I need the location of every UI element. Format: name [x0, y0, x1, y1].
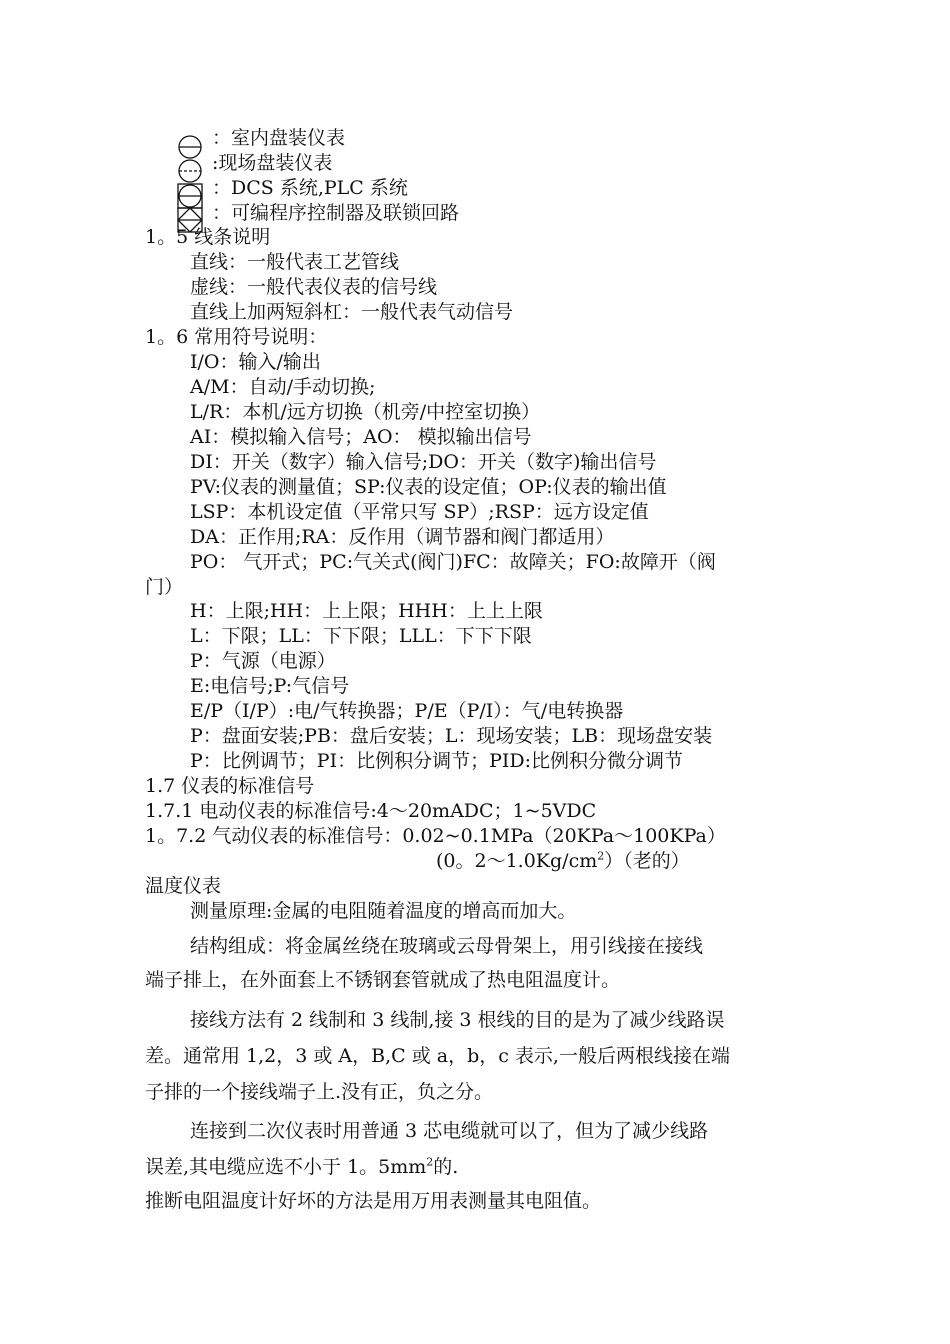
paragraph-line: 测量原理:金属的电阻随着温度的增高而加大。	[190, 900, 577, 922]
list-item-wrap: 门）	[145, 576, 184, 598]
list-item: PV:仪表的测量值；SP:仪表的设定值；OP:仪表的输出值	[190, 476, 667, 498]
list-item: PO： 气开式；PC:气关式(阀门)FC：故障关；FO:故障开（阀	[190, 551, 716, 573]
list-item: 虚线：一般代表仪表的信号线	[190, 276, 438, 298]
circle-dash-icon	[174, 158, 206, 184]
legend-text: :现场盘装仪表	[212, 152, 333, 174]
list-item: L/R：本机/远方切换（机旁/中控室切换）	[190, 401, 541, 423]
paragraph-line: 结构组成：将金属丝绕在玻璃或云母骨架上，用引线接在接线	[190, 935, 704, 957]
list-item: L：下限；LL：下下限；LLL：下下下限	[190, 625, 532, 647]
body-line: 1。7.2 气动仪表的标准信号：0.02~0.1MPa（20KPa～100KPa）	[145, 825, 726, 847]
paragraph-line: 接线方法有 2 线制和 3 线制,接 3 根线的目的是为了减少线路误	[190, 1009, 725, 1031]
section-heading: 1。6 常用符号说明：	[145, 326, 328, 348]
paragraph-line: 推断电阻温度计好坏的方法是用万用表测量其电阻值。	[145, 1190, 602, 1212]
list-item: P：比例调节；PI：比例积分调节；PID:比例积分微分调节	[190, 750, 683, 772]
circle-line-icon	[174, 134, 206, 160]
paragraph-line: 差。通常用 1,2，3 或 A，B,C 或 a，b，c 表示,一般后两根线接在端	[145, 1045, 730, 1067]
list-item: P：气源（电源）	[190, 650, 336, 672]
paragraph-line: 子排的一个接线端子上.没有正，负之分。	[145, 1081, 494, 1103]
list-item: LSP：本机设定值（平常只写 SP）;RSP：远方设定值	[190, 501, 649, 523]
list-item: P：盘面安装;PB：盘后安装；L：现场安装；LB：现场盘安装	[190, 725, 713, 747]
list-item: AI：模拟输入信号；AO： 模拟输出信号	[190, 426, 532, 448]
legend-text: ：DCS 系统,PLC 系统	[212, 177, 408, 199]
section-heading: 1.7 仪表的标准信号	[145, 775, 315, 797]
list-item: E:电信号;P:气信号	[190, 675, 350, 697]
list-item: E/P（I/P）:电/气转换器；P/E（P/I）：气/电转换器	[190, 700, 624, 722]
square-circle-icon	[174, 183, 206, 209]
body-line: 1.7.1 电动仪表的标准信号:4～20mADC；1~5VDC	[145, 800, 597, 822]
legend-text: ：室内盘装仪表	[212, 127, 346, 149]
paragraph-line: 连接到二次仪表时用普通 3 芯电缆就可以了，但为了减少线路	[190, 1120, 709, 1142]
list-item: 直线上加两短斜杠：一般代表气动信号	[190, 301, 514, 323]
list-item: I/O：输入/输出	[190, 351, 321, 373]
section-heading: 温度仪表	[145, 875, 222, 897]
paragraph-line: 端子排上，在外面套上不锈钢套管就成了热电阻温度计。	[145, 969, 621, 991]
list-item: DA：正作用;RA：反作用（调节器和阀门都适用）	[190, 526, 615, 548]
section-heading: 1。5 线条说明	[145, 226, 271, 248]
body-line: (0。$2\sim 1.0Kg/cm^2$）（老的）	[436, 849, 690, 872]
list-item: DI：开关（数字）输入信号;DO：开关（数字)输出信号	[190, 451, 657, 473]
list-item: 直线：一般代表工艺管线	[190, 251, 400, 273]
list-item: A/M：自动/手动切换;	[190, 376, 376, 398]
paragraph-line: 误差,其电缆应选不小于 1。$5mm^2$的.	[145, 1155, 459, 1178]
legend-text: ：可编程序控制器及联锁回路	[212, 202, 460, 224]
list-item: H：上限;HH：上上限；HHH：上上上限	[190, 600, 543, 622]
